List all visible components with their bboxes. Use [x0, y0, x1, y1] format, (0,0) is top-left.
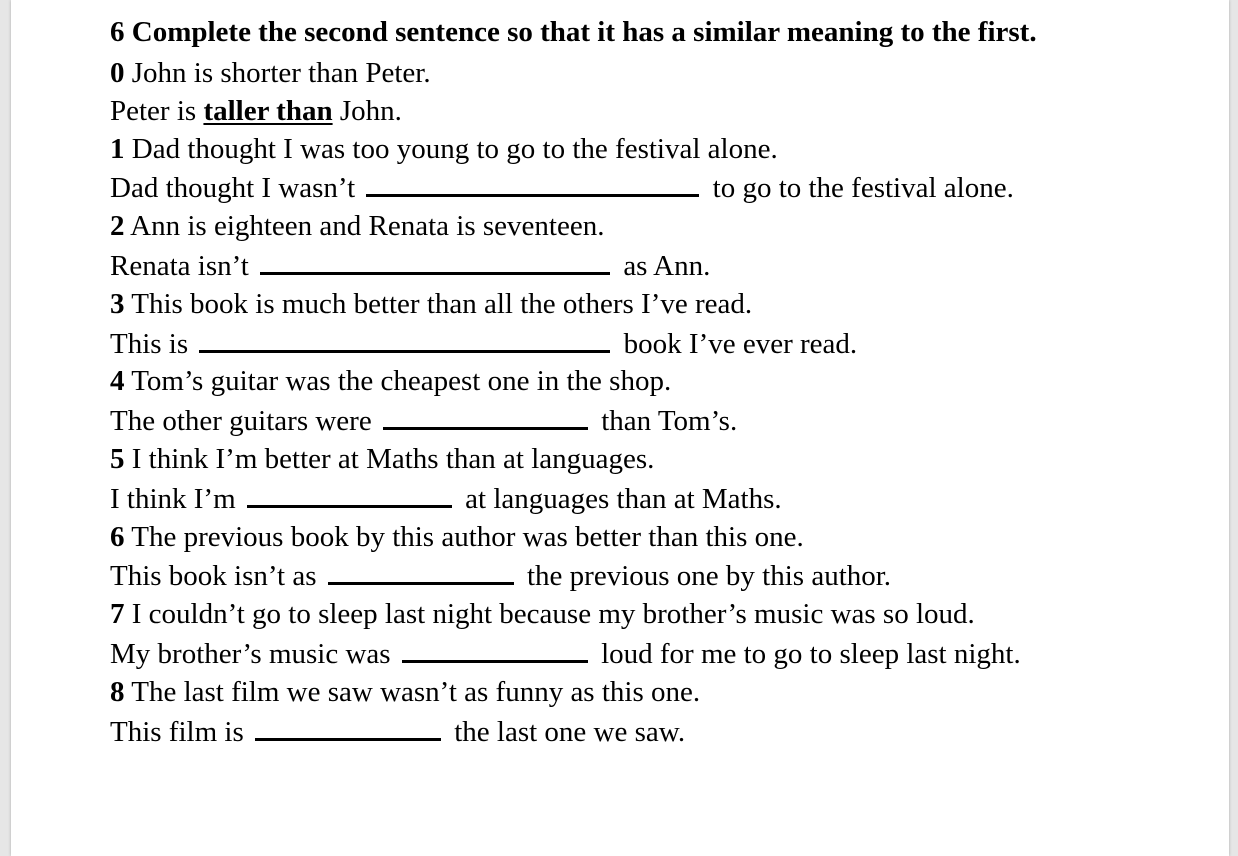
item-8-first-sentence	[110, 674, 1220, 712]
item-3-second-sentence	[110, 324, 1220, 364]
second-sentence-end: John.	[339, 94, 402, 127]
item-number: 4	[110, 365, 125, 398]
answer-blank[interactable]	[366, 168, 699, 197]
second-sentence-start: This book isn’t as	[110, 560, 317, 593]
second-sentence-start: This film is	[110, 715, 244, 748]
item-number: 5	[110, 442, 125, 475]
answer-blank[interactable]	[255, 712, 441, 741]
item-3-first-sentence	[110, 286, 1220, 324]
answer-blank[interactable]	[383, 401, 588, 430]
exercise-heading: 6 Complete the second sentence so that it has a similar meaning to the first.	[110, 16, 1037, 48]
second-sentence-start: Peter is	[110, 94, 197, 127]
item-0-second-sentence	[110, 93, 1220, 131]
example-answer: taller than	[203, 94, 333, 127]
second-sentence-start: My brother’s music was	[110, 637, 391, 670]
first-sentence-text: This book is much better than all the others I’ve read.	[131, 287, 753, 320]
second-sentence-start: This is	[110, 327, 189, 360]
item-8-second-sentence	[110, 712, 1220, 752]
second-sentence-end: as Ann.	[623, 249, 711, 282]
item-number: 3	[110, 287, 125, 320]
second-sentence-start: I think I’m	[110, 482, 236, 515]
item-4-first-sentence	[110, 363, 1220, 401]
item-number: 1	[110, 132, 125, 165]
first-sentence-text: Tom’s guitar was the cheapest one in the shop.	[131, 365, 672, 398]
second-sentence-end: the previous one by this author.	[527, 560, 892, 593]
first-sentence-text: The previous book by this author was better than this one.	[131, 520, 804, 553]
item-number: 0	[110, 57, 125, 89]
item-2-first-sentence	[110, 208, 1220, 246]
item-number: 6	[110, 520, 125, 553]
item-number: 8	[110, 675, 125, 708]
item-0-first-sentence	[110, 55, 1220, 93]
item-7-second-sentence	[110, 634, 1220, 674]
answer-blank[interactable]	[402, 634, 588, 663]
second-sentence-end: the last one we saw.	[454, 715, 686, 748]
item-2-second-sentence	[110, 246, 1220, 286]
item-number: 2	[110, 210, 125, 243]
first-sentence-text: The last film we saw wasn’t as funny as this one.	[131, 675, 701, 708]
second-sentence-end: loud for me to go to sleep last night.	[601, 637, 1021, 670]
item-7-first-sentence	[110, 596, 1220, 634]
second-sentence-start: The other guitars were	[110, 405, 372, 438]
item-number: 7	[110, 598, 125, 631]
first-sentence-text: I couldn’t go to sleep last night because my brother’s music was so loud.	[131, 598, 975, 631]
second-sentence-end: book I’ve ever read.	[623, 327, 858, 360]
second-sentence-end: than Tom’s.	[601, 405, 738, 438]
second-sentence-end: at languages than at Maths.	[465, 482, 782, 515]
item-4-second-sentence	[110, 401, 1220, 441]
answer-blank[interactable]	[328, 556, 514, 585]
worksheet-page	[11, 0, 1229, 856]
answer-blank[interactable]	[199, 324, 610, 353]
first-sentence-text: I think I’m better at Maths than at languages.	[131, 442, 655, 475]
first-sentence-text: Ann is eighteen and Renata is seventeen.	[130, 210, 605, 243]
item-1-second-sentence	[110, 168, 1220, 208]
first-sentence-text: John is shorter than Peter.	[131, 57, 431, 89]
item-5-second-sentence	[110, 479, 1220, 519]
answer-blank[interactable]	[260, 246, 610, 275]
item-6-first-sentence	[110, 519, 1220, 557]
second-sentence-end: to go to the festival alone.	[712, 172, 1014, 205]
answer-blank[interactable]	[247, 479, 452, 508]
item-1-first-sentence	[110, 131, 1220, 169]
exercise-content	[110, 13, 1220, 751]
second-sentence-start: Dad thought I wasn’t	[110, 172, 356, 205]
item-6-second-sentence	[110, 556, 1220, 596]
item-5-first-sentence	[110, 441, 1220, 479]
first-sentence-text: Dad thought I was too young to go to the festival alone.	[131, 132, 778, 165]
second-sentence-start: Renata isn’t	[110, 249, 249, 282]
